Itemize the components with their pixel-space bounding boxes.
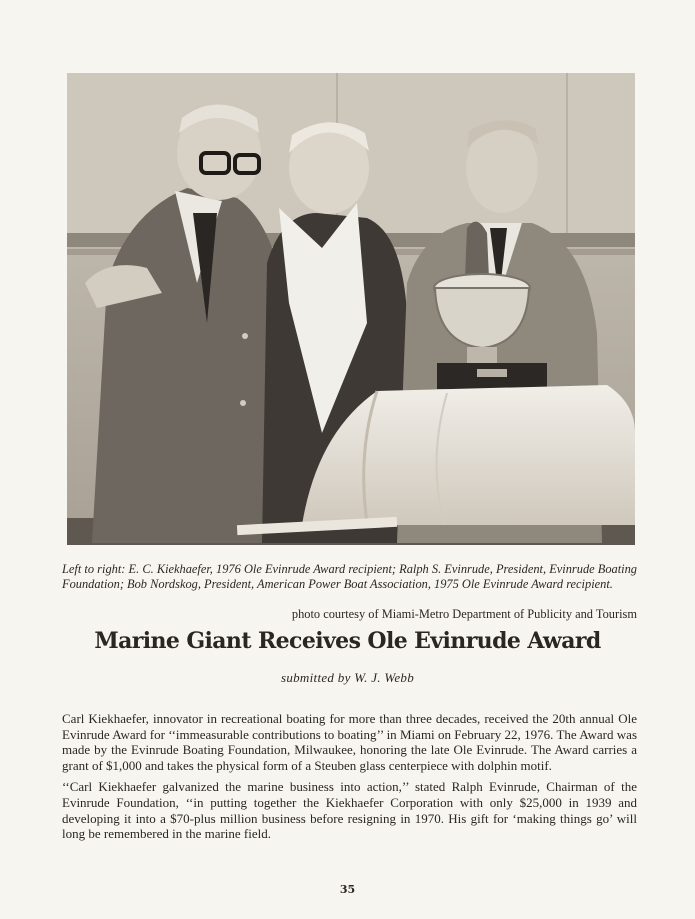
photo-credit: photo courtesy of Miami-Metro Department of Publicity and Tourism xyxy=(291,607,637,621)
photo-caption: Left to right: E. C. Kiekhaefer, 1976 Ole Evinrude Award recipient; Ralph S. Evinrude, President, Evinrude Boating Foundation; Bob Nordskog, President, American Power Boat Association, 1975 Ole Evinrude Award recipient. xyxy=(62,562,637,591)
article-paragraph: ‘‘Carl Kiekhaefer galvanized the marine business into action,’’ stated Ralph Evinrude, Chairman of the Evinrude Foundation, ‘‘in putting together the Kiekhaefer Corporation with only $25,000 in 1939 and developing it into a $70-plus million business before resigning in 1970. His gift for ‘making things go’ will long be remembered in the marine field. xyxy=(62,779,637,842)
article-paragraph: Carl Kiekhaefer, innovator in recreational boating for more than three decades, received the 20th annual Ole Evinrude Award for ‘‘immeasurable contributions to boating’’ in Miami on February 22, 1976. The Award was made by the Evinrude Boating Foundation, Milwaukee, honoring the late Ole Evinrude. The Award carries a grant of $1,000 and takes the physical form of a Steuben glass centerpiece with dolphin motif. xyxy=(62,711,637,773)
page-number: 35 xyxy=(339,883,356,896)
article-body xyxy=(62,711,637,848)
article-headline: Marine Giant Receives Ole Evinrude Award xyxy=(94,628,601,654)
article-byline: submitted by W. J. Webb xyxy=(280,670,415,685)
award-ceremony-photo-icon xyxy=(67,73,635,545)
award-photo xyxy=(67,73,635,545)
